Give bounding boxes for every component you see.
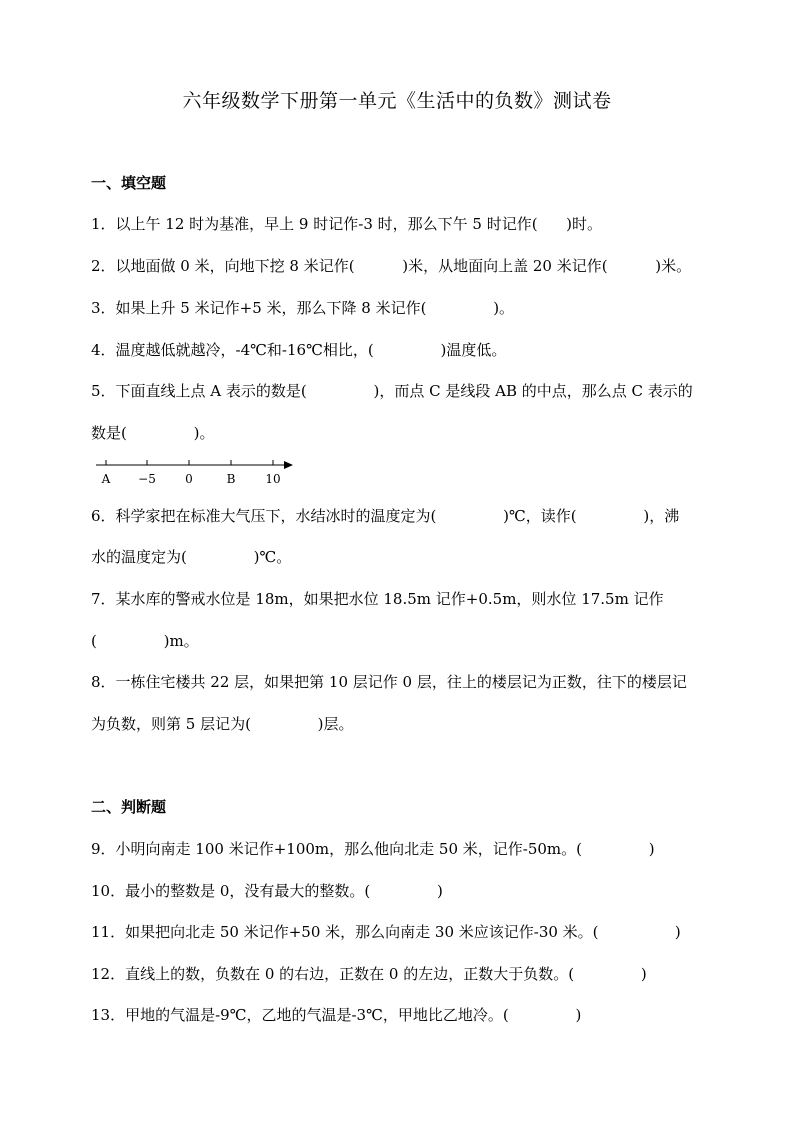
question-8-line-1: 8．一栋住宅楼共 22 层，如果把第 10 层记作 0 层，往上的楼层记为正数，往下的楼层记 [91,673,687,691]
question-7-line-2: ( )m。 [91,632,199,650]
question-1: 1．以上午 12 时为基准，早上 9 时记作-3 时，那么下午 5 时记作( )时。 [91,215,603,233]
number-line [91,453,301,487]
test-title: 六年级数学下册第一单元《生活中的负数》测试卷 [182,90,612,112]
question-7-line-1: 7．某水库的警戒水位是 18m，如果把水位 18.5m 记作+0.5m，则水位 17.5m 记作 [91,590,664,608]
question-10: 10．最小的整数是 0，没有最大的整数。( ) [91,882,443,900]
question-11: 11．如果把向北走 50 米记作+50 米，那么向南走 30 米应该记作-30 米。( ) [91,923,681,941]
section-fill-in-heading: 一、填空题 [91,174,167,192]
label-minus-5: −5 [138,472,156,486]
question-2: 2．以地面做 0 米，向地下挖 8 米记作( )米，从地面向上盖 20 米记作( )米。 [91,257,692,275]
number-line-arrow [284,461,293,469]
question-5-line-2: 数是( )。 [91,424,215,442]
label-0: 0 [185,472,193,486]
question-9: 9．小明向南走 100 米记作+100m，那么他向北走 50 米，记作-50m。( ) [91,840,655,858]
question-5-line-1: 5．下面直线上点 A 表示的数是( )，而点 C 是线段 AB 的中点，那么点 C 表示的 [91,382,693,400]
question-6-line-1: 6．科学家把在标准大气压下，水结冰时的温度定为( )℃，读作( )，沸 [91,507,680,525]
question-3: 3．如果上升 5 米记作+5 米，那么下降 8 米记作( )。 [91,299,515,317]
question-13: 13．甲地的气温是-9℃，乙地的气温是-3℃，甲地比乙地冷。( ) [91,1006,582,1024]
section-judge-heading: 二、判断题 [91,798,167,816]
question-12: 12．直线上的数，负数在 0 的右边，正数在 0 的左边，正数大于负数。( ) [91,965,647,983]
label-b: B [226,472,236,486]
label-10: 10 [265,472,281,486]
label-a: A [101,472,111,486]
question-4: 4．温度越低就越冷，-4℃和-16℃相比，( )温度低。 [91,341,507,359]
question-8-line-2: 为负数，则第 5 层记为( )层。 [91,715,354,733]
question-6-line-2: 水的温度定为( )℃。 [91,548,292,566]
